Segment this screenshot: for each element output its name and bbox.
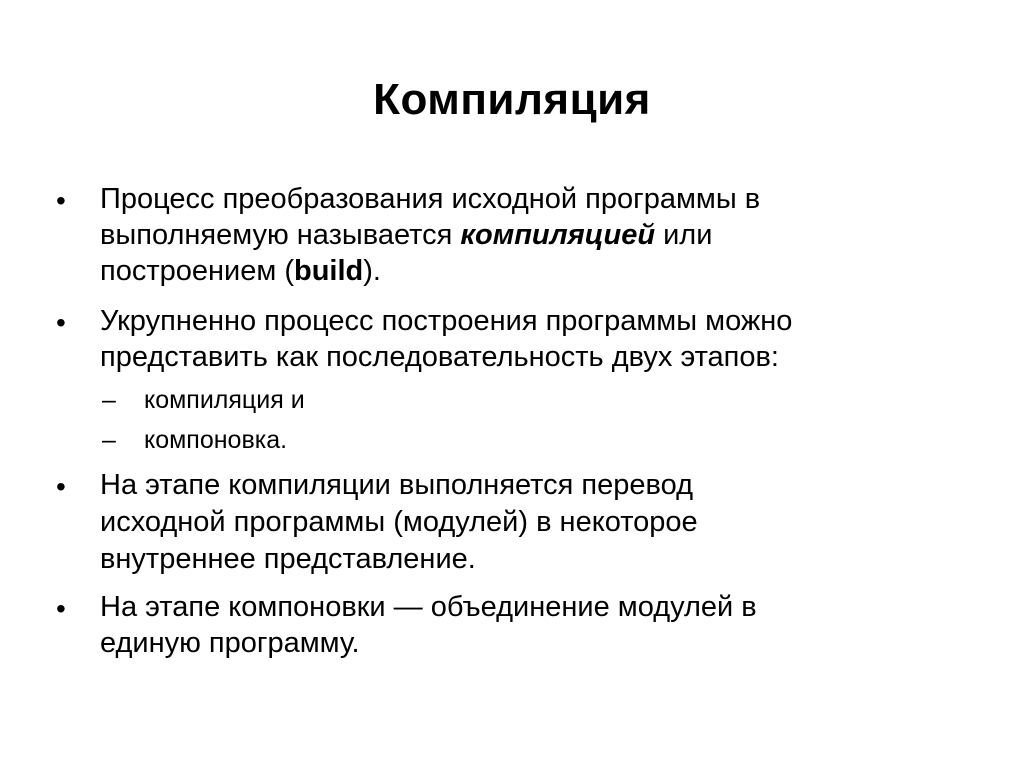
bullet-icon: • — [56, 307, 66, 338]
bullet-icon: • — [56, 471, 66, 502]
bullet-icon: • — [56, 185, 66, 216]
term-build: build — [294, 255, 364, 287]
item-3-line-3: внутреннее представление. — [100, 543, 476, 575]
item-1-line-1: Процесс преобразования исходной программы в — [100, 183, 761, 215]
item-1-line-3 — [100, 254, 381, 288]
slide-title: Компиляция — [373, 75, 651, 124]
subitem-compilation: компиляция и — [144, 386, 305, 414]
item-2-line-1: Укрупненно процесс построения программы можно — [100, 305, 793, 337]
item-1-line-2-pre: выполняемую называется — [100, 219, 461, 251]
item-1-line-2-post: или — [655, 219, 713, 251]
item-1-line-2 — [100, 218, 712, 252]
subitem-linking: компоновка. — [144, 426, 288, 454]
term-compilation: компиляцией — [460, 219, 656, 251]
item-3-line-1: На этапе компиляции выполняется перевод — [100, 469, 693, 501]
item-4-line-1: На этапе компоновки — объединение модулей в — [100, 591, 757, 623]
dash-icon: – — [102, 426, 116, 454]
item-1-line-3-post: ). — [363, 255, 381, 287]
bullet-icon: • — [56, 593, 66, 624]
dash-icon: – — [102, 386, 116, 414]
item-2-line-2: представить как последовательность двух этапов: — [100, 341, 779, 373]
item-1-line-3-pre: построением ( — [100, 255, 294, 287]
item-4-line-2: единую программу. — [100, 627, 360, 659]
item-3-line-2: исходной программы (модулей) в некоторое — [100, 506, 698, 538]
